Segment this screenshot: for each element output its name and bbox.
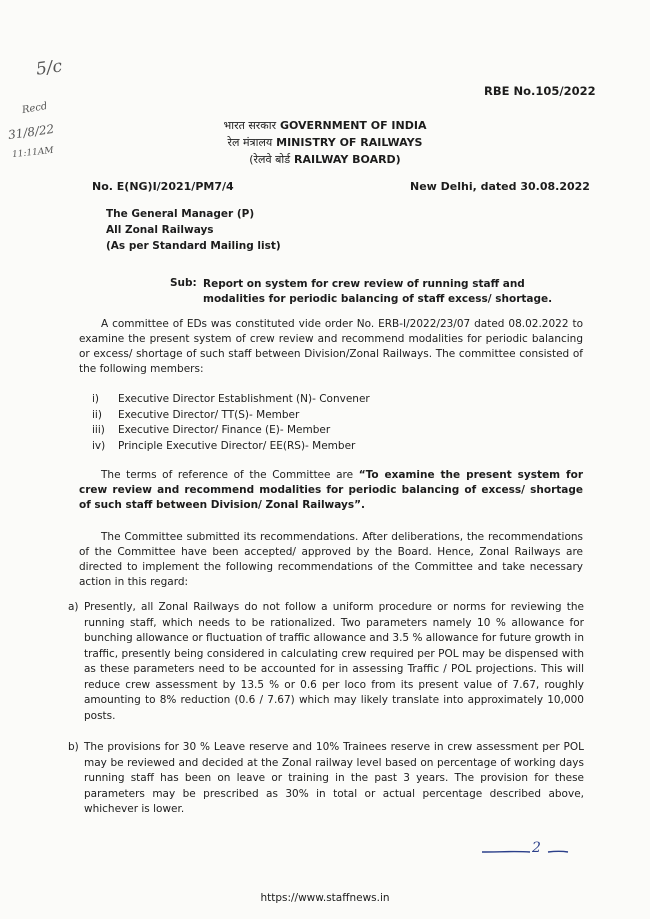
footer-url[interactable]: https://www.staffnews.in [260, 892, 390, 904]
handwritten-received: Recd [21, 100, 49, 117]
letter-number: No. E(NG)I/2021/PM7/4 [92, 180, 234, 193]
subject-text: Report on system for crew review of running staff and modalities for periodic balancing of staff excess/ shortage. [203, 278, 553, 305]
recommendation-label: a) [68, 601, 79, 613]
letter-date: New Delhi, dated 30.08.2022 [410, 180, 590, 193]
handwritten-date: 31/8/22 [7, 121, 56, 143]
page-marker [480, 838, 570, 866]
header-hindi-2: रेल मंत्रालय [227, 136, 273, 149]
addressee-line-3: (As per Standard Mailing list) [106, 240, 281, 252]
handwritten-time: 11:11AM [11, 145, 55, 161]
list-item: iii) Executive Director/ Finance (E)- Member [92, 424, 331, 436]
header-hindi-3: (रेलवे बोर्ड [249, 153, 291, 166]
paragraph-terms-intro: The terms of reference of the Committee are [101, 469, 359, 481]
header-english-2: MINISTRY OF RAILWAYS [276, 136, 423, 149]
paragraph-recommendations-text: The Committee submitted its recommendations. After deliberations, the recommendations of the Committee have been accepted/ approved by the Board. Hence, Zonal Railways are directed to implement the following recommendations of the Committee and take necessary action in this regard: [79, 531, 583, 588]
recommendation-label: b) [68, 741, 79, 753]
list-item: ii) Executive Director/ TT(S)- Member [92, 408, 300, 421]
header-hindi-1: भारत सरकार [223, 119, 277, 132]
header-board [0, 152, 650, 167]
header-government [0, 118, 650, 133]
paragraph-terms [79, 468, 583, 513]
header-english-3: RAILWAY BOARD) [294, 153, 401, 166]
list-item: iv) Principle Executive Director/ EE(RS)- Member [92, 439, 356, 452]
page-marker-stroke [480, 838, 570, 862]
list-item: i) Executive Director Establishment (N)- Convener [92, 393, 370, 405]
addressee-line-1: The General Manager (P) [106, 208, 255, 220]
header-ministry [0, 135, 650, 150]
paragraph-terms-quote: “To examine the present system for crew review and recommend modalities for periodic balancing of excess/ shortage of such staff between Division/ Zonal Railways”. [79, 469, 583, 511]
rbe-number: RBE No.105/2022 [484, 84, 596, 98]
recommendation-text: Presently, all Zonal Railways do not follow a uniform procedure or norms for reviewing the running staff, which needs to be rationalized. Two parameters namely 10 % allowance for bunching allowance or fluctuation of traffic allowance and 3.5 % allowance for future growth in traffic, presently being considered in calculating crew required per POL may be dispensed with as these parameters need to be accounted for in assessing Traffic / POL projections. This will reduce crew assessment by 13.5 % or 0.6 per loco from its present value of 7.67, roughly amounting to 8% reduction (0.6 / 7.67) which may likely translate into approximately 10,000 posts. [84, 601, 584, 722]
paragraph-committee-text: A committee of EDs was constituted vide order No. ERB-I/2022/23/07 dated 08.02.2022 to examine the present system of crew review and recommend modalities for periodic balancing or excess/ shortage of such staff between Division/Zonal Railways. The committee consisted of the following members: [79, 318, 583, 375]
members-list [92, 392, 370, 454]
recommendation-a [68, 600, 584, 724]
recommendation-text: The provisions for 30 % Leave reserve and 10% Trainees reserve in crew assessment per POL may be reviewed and decided at the Zonal railway level based on percentage of working days running staff has been on leave or training in the past 3 years. The provision for these parameters may be prescribed as 30% in total or actual percentage described above, whichever is lower. [84, 741, 584, 815]
addressee-line-2: All Zonal Railways [106, 224, 214, 236]
subject-label: Sub: [170, 277, 197, 289]
page-marker-number: 2 [532, 840, 541, 856]
handwritten-mark: 5/c [34, 56, 64, 80]
paragraph-committee [79, 317, 583, 377]
header-english-1: GOVERNMENT OF INDIA [279, 119, 427, 132]
paragraph-recommendations [79, 530, 583, 590]
recommendation-b [68, 740, 584, 818]
